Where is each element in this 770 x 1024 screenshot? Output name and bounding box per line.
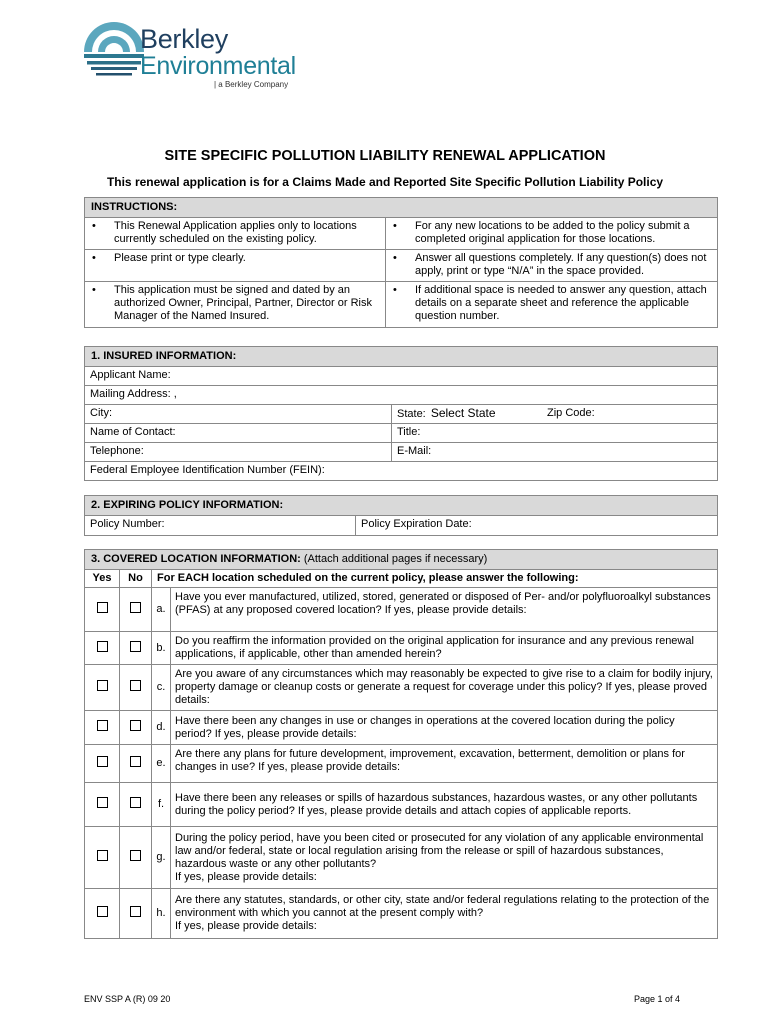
instruction-text: This Renewal Application applies only to locations currently scheduled on the existing policy.	[114, 220, 357, 245]
instruction-text: Answer all questions completely. If any question(s) does not apply, print or type “N/A” in the space provided.	[415, 252, 707, 277]
question-text: Have there been any releases or spills of hazardous substances, hazardous wastes, or any other pollutants during the policy period? If yes, please provide details and attach copies of applicable reports.	[171, 783, 718, 827]
question-letter: e.	[152, 745, 171, 783]
covered-location-note: (Attach additional pages if necessary)	[303, 553, 488, 565]
applicant-name-field[interactable]: Applicant Name:	[85, 367, 718, 386]
page-subtitle: This renewal application is for a Claims Made and Reported Site Specific Pollution Liability Policy	[106, 175, 664, 189]
question-text: Do you reaffirm the information provided on the original application for insurance and any previous renewal applications, if applicable, other than amended herein?	[171, 632, 718, 665]
question-letter: a.	[152, 588, 171, 632]
brand-name-line1: Berkley	[140, 24, 228, 54]
instruction-text: This application must be signed and dated by an authorized Owner, Principal, Partner, Director or Risk Manager of the Named Insured.	[114, 284, 372, 322]
yes-checkbox[interactable]	[97, 720, 108, 731]
page-title: SITE SPECIFIC POLLUTION LIABILITY RENEWAL APPLICATION	[164, 148, 606, 164]
insured-information-header: 1. INSURED INFORMATION:	[85, 347, 718, 367]
zip-code-field[interactable]: Zip Code:	[542, 405, 718, 424]
question-row-g	[85, 827, 718, 889]
question-row-d	[85, 711, 718, 745]
no-checkbox[interactable]	[130, 720, 141, 731]
yes-checkbox[interactable]	[97, 756, 108, 767]
form-code: ENV SSP A (R) 09 20	[84, 994, 171, 1004]
question-column-header: For EACH location scheduled on the current policy, please answer the following:	[152, 570, 718, 588]
expiring-policy-header: 2. EXPIRING POLICY INFORMATION:	[85, 496, 718, 516]
question-text: Are there any plans for future development, improvement, excavation, betterment, demolition or plans for changes in use? If yes, please provide details:	[171, 745, 718, 783]
question-row-c	[85, 665, 718, 711]
yes-checkbox[interactable]	[97, 602, 108, 613]
brand-name-line2: Environmental	[140, 52, 296, 80]
contact-name-field[interactable]: Name of Contact:	[85, 424, 392, 443]
no-checkbox[interactable]	[130, 906, 141, 917]
covered-location-header: 3. COVERED LOCATION INFORMATION:	[91, 553, 301, 565]
no-checkbox[interactable]	[130, 756, 141, 767]
question-text: Are you aware of any circumstances which may reasonably be expected to give rise to a claim for bodily injury, property damage or cleanup costs or generate a request for coverage under this policy? If yes, please proved details:	[171, 665, 718, 711]
instruction-text: If additional space is needed to answer any question, attach details on a separate sheet and reference the applicable question number.	[415, 284, 707, 322]
city-field[interactable]: City:	[85, 405, 392, 424]
no-checkbox[interactable]	[130, 602, 141, 613]
instruction-text: For any new locations to be added to the policy submit a completed original application for those locations.	[415, 220, 690, 245]
question-text: Have you ever manufactured, utilized, stored, generated or disposed of Per- and/or polyfluoroalkyl substances (PFAS) at any proposed covered location? If yes, please provide details:	[171, 588, 718, 632]
expiring-policy-table	[84, 495, 718, 536]
yes-checkbox[interactable]	[97, 797, 108, 808]
question-row-e	[85, 745, 718, 783]
question-letter: c.	[152, 665, 171, 711]
insured-information-table	[84, 346, 718, 481]
state-select[interactable]: Select State	[430, 406, 496, 420]
instructions-table: INSTRUCTIONS: • This Renewal Application applies only to locations currently scheduled on the existing policy. • For any new locations to be added to the policy submit a completed original application for those locations. • Please print or type clearly. • Answer all questions completely. If any question(s) does not apply, print or type “N/A” in the space provided. • This application must be signed and dated by an authorized Owner, Principal, Partner, Director or Risk Manager of the Named Insured. • If additional space is needed to answer any question, attach details on a separate sheet and reference the applicable question number.	[84, 197, 718, 328]
mailing-address-field[interactable]: Mailing Address: ,	[85, 386, 718, 405]
state-label: State:	[397, 408, 426, 420]
covered-location-table	[84, 549, 718, 939]
question-followup: If yes, please provide details:	[175, 870, 317, 883]
yes-checkbox[interactable]	[97, 680, 108, 691]
yes-column-header: Yes	[85, 570, 120, 588]
yes-checkbox[interactable]	[97, 906, 108, 917]
instruction-text: Please print or type clearly.	[114, 252, 246, 264]
question-text: During the policy period, have you been cited or prosecuted for any violation of any applicable environmental law and/or federal, state or local regulation arising from the release or spill of hazardous substances, hazardous waste or any other pollutants?	[175, 831, 704, 870]
question-row-f	[85, 783, 718, 827]
yes-checkbox[interactable]	[97, 850, 108, 861]
no-checkbox[interactable]	[130, 850, 141, 861]
brand-tagline: | a Berkley Company	[214, 80, 289, 89]
question-followup: If yes, please provide details:	[175, 920, 317, 932]
contact-title-field[interactable]: Title:	[392, 424, 718, 443]
fein-field[interactable]: Federal Employee Identification Number (FEIN):	[85, 462, 718, 481]
question-letter: h.	[152, 889, 171, 939]
policy-number-field[interactable]: Policy Number:	[85, 516, 356, 536]
state-field[interactable]	[392, 405, 543, 424]
question-letter: d.	[152, 711, 171, 745]
no-checkbox[interactable]	[130, 641, 141, 652]
telephone-field[interactable]: Telephone:	[85, 443, 392, 462]
question-row-a	[85, 588, 718, 632]
policy-expiration-date-field[interactable]: Policy Expiration Date:	[356, 516, 718, 536]
email-field[interactable]: E-Mail:	[392, 443, 718, 462]
page-number: Page 1 of 4	[634, 994, 681, 1004]
no-checkbox[interactable]	[130, 680, 141, 691]
question-letter: b.	[152, 632, 171, 665]
no-column-header: No	[120, 570, 152, 588]
question-row-h	[85, 889, 718, 939]
question-text: Have there been any changes in use or changes in operations at the covered location during the policy period? If yes, please provide details:	[171, 711, 718, 745]
no-checkbox[interactable]	[130, 797, 141, 808]
instructions-header: INSTRUCTIONS:	[85, 198, 718, 218]
question-row-b	[85, 632, 718, 665]
question-letter: f.	[152, 783, 171, 827]
yes-checkbox[interactable]	[97, 641, 108, 652]
question-letter: g.	[152, 827, 171, 889]
question-text: Are there any statutes, standards, or other city, state and/or federal regulations relating to the protection of the environment with which you cannot at the present comply with?	[175, 894, 710, 919]
